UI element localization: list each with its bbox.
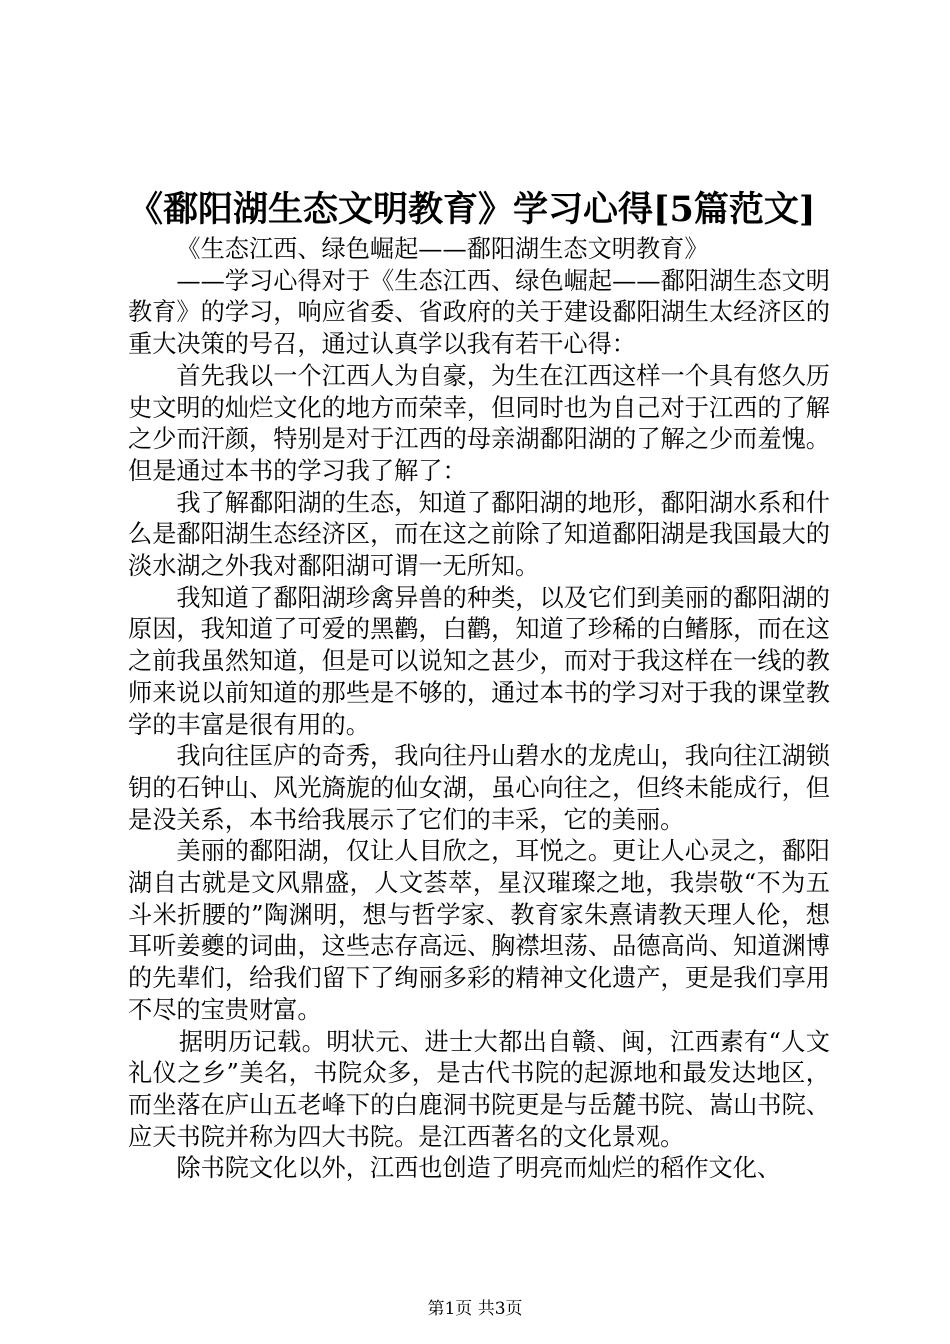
document-body — [128, 234, 830, 1185]
paragraph: 据明历记载。明状元、进士大都出自赣、闽，江西素有“人文礼仪之乡”美名，书院众多，是古代书院的起源地和最发达地区，而坐落在庐山五老峰下的白鹿洞书院更是与岳麓书院、嵩山书院、应天书院并称为四大书院。是江西著名的文化景观。 — [128, 1027, 830, 1151]
paragraph: 我向往匡庐的奇秀，我向往丹山碧水的龙虎山，我向往江湖锁钥的石钟山、风光旖旎的仙女湖，虽心向往之，但终未能成行，但是没关系，本书给我展示了它们的丰采，它的美丽。 — [128, 742, 830, 834]
paragraph: 除书院文化以外，江西也创造了明亮而灿烂的稻作文化、 — [176, 1154, 782, 1183]
paragraph: 《生态江西、绿色崛起——鄱阳湖生态文明教育》 — [176, 235, 709, 263]
paragraph: 美丽的鄱阳湖，仅让人目欣之，耳悦之。更让人心灵之，鄱阳湖自古就是文风鼎盛，人文荟萃，星汉璀璨之地，我崇敬“不为五斗米折腰的”陶渊明，想与哲学家、教育家朱熹请教天理人伦，想耳听姜夔的词曲，这些志存高远、胸襟坦荡、品德高尚、知道渊博的先辈们，给我们留下了绚丽多彩的精神文化遗产，更是我们享用不尽的宝贵财富。 — [128, 837, 830, 1024]
paragraph: 我了解鄱阳湖的生态，知道了鄱阳湖的地形，鄱阳湖水系和什么是鄱阳湖生态经济区，而在这之前除了知道鄱阳湖是我国最大的淡水湖之外我对鄱阳湖可谓一无所知。 — [128, 488, 830, 581]
paragraph: 首先我以一个江西人为自豪，为生在江西这样一个具有悠久历史文明的灿烂文化的地方而荣幸，但同时也为自己对于江西的了解之少而汗颜，特别是对于江西的母亲湖鄱阳湖的了解之少而羞愧。但是通过本书的学习我了解了： — [128, 361, 830, 485]
document-title: 《鄱阳湖生态文明教育》学习心得[5篇范文] — [128, 189, 816, 230]
paragraph: ——学习心得对于《生态江西、绿色崛起——鄱阳湖生态文明教育》的学习，响应省委、省政府的关于建设鄱阳湖生太经济区的重大决策的号召，通过认真学以我有若干心得： — [128, 266, 830, 359]
paragraph: 我知道了鄱阳湖珍禽异兽的种类，以及它们到美丽的鄱阳湖的原因，我知道了可爱的黑鹳，白鹳，知道了珍稀的白鳍豚，而在这之前我虽然知道，但是可以说知之甚少，而对于我这样在一线的教师来说以前知道的那些是不够的，通过本书的学习对于我的课堂教学的丰富是很有用的。 — [128, 583, 830, 739]
page-footer: 第1页 共3页 — [427, 1299, 523, 1319]
